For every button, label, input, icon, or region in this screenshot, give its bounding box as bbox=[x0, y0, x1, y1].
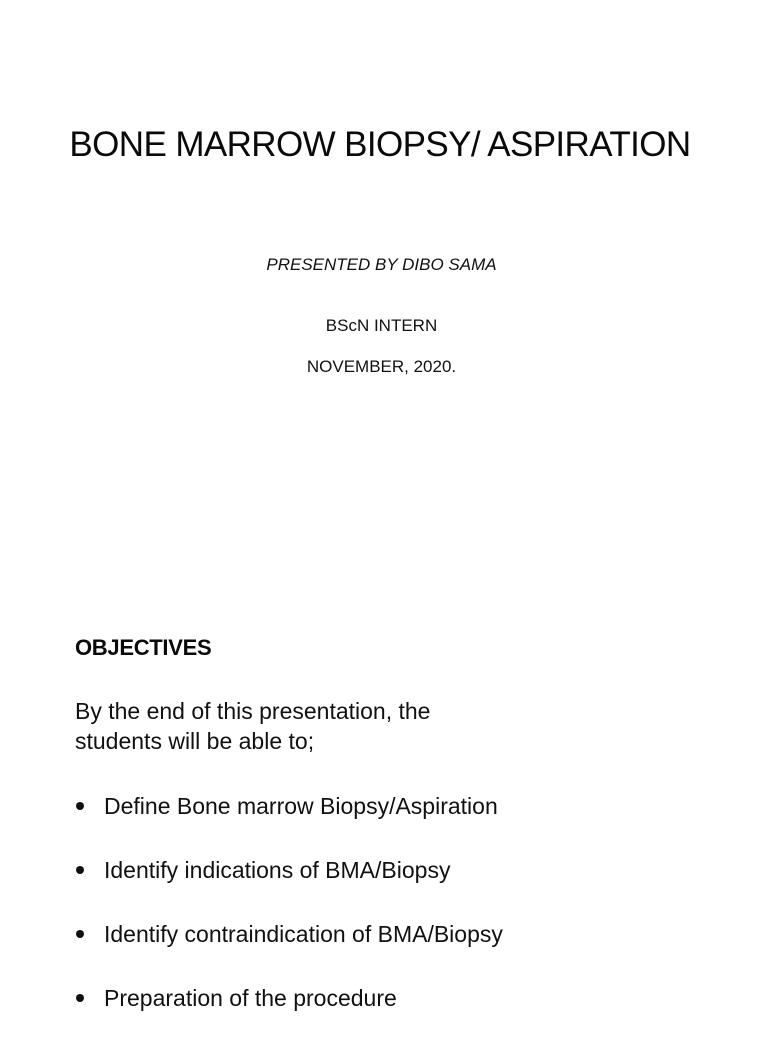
list-item-label: Identify contraindication of BMA/Biopsy bbox=[104, 921, 503, 947]
presenter-line: PRESENTED BY DIBO SAMA bbox=[266, 255, 497, 274]
list-item bbox=[75, 855, 503, 919]
objectives-intro: By the end of this presentation, the students will be able to; bbox=[75, 698, 431, 754]
objectives-list bbox=[75, 791, 503, 1047]
bullet-icon bbox=[76, 994, 84, 1002]
list-item bbox=[75, 791, 503, 855]
presenter-role: BScN INTERN bbox=[325, 316, 438, 335]
presentation-date: NOVEMBER, 2020. bbox=[306, 357, 457, 376]
bullet-icon bbox=[76, 802, 84, 810]
list-item-label: Define Bone marrow Biopsy/Aspiration bbox=[104, 793, 498, 819]
list-item bbox=[75, 983, 503, 1047]
slide-title: BONE MARROW BIOPSY/ ASPIRATION bbox=[69, 125, 691, 164]
bullet-icon bbox=[76, 866, 84, 874]
objectives-heading: OBJECTIVES bbox=[75, 635, 212, 660]
bullet-icon bbox=[76, 930, 84, 938]
list-item-label: Preparation of the procedure bbox=[104, 985, 397, 1011]
list-item-label: Identify indications of BMA/Biopsy bbox=[104, 857, 451, 883]
list-item bbox=[75, 919, 503, 983]
